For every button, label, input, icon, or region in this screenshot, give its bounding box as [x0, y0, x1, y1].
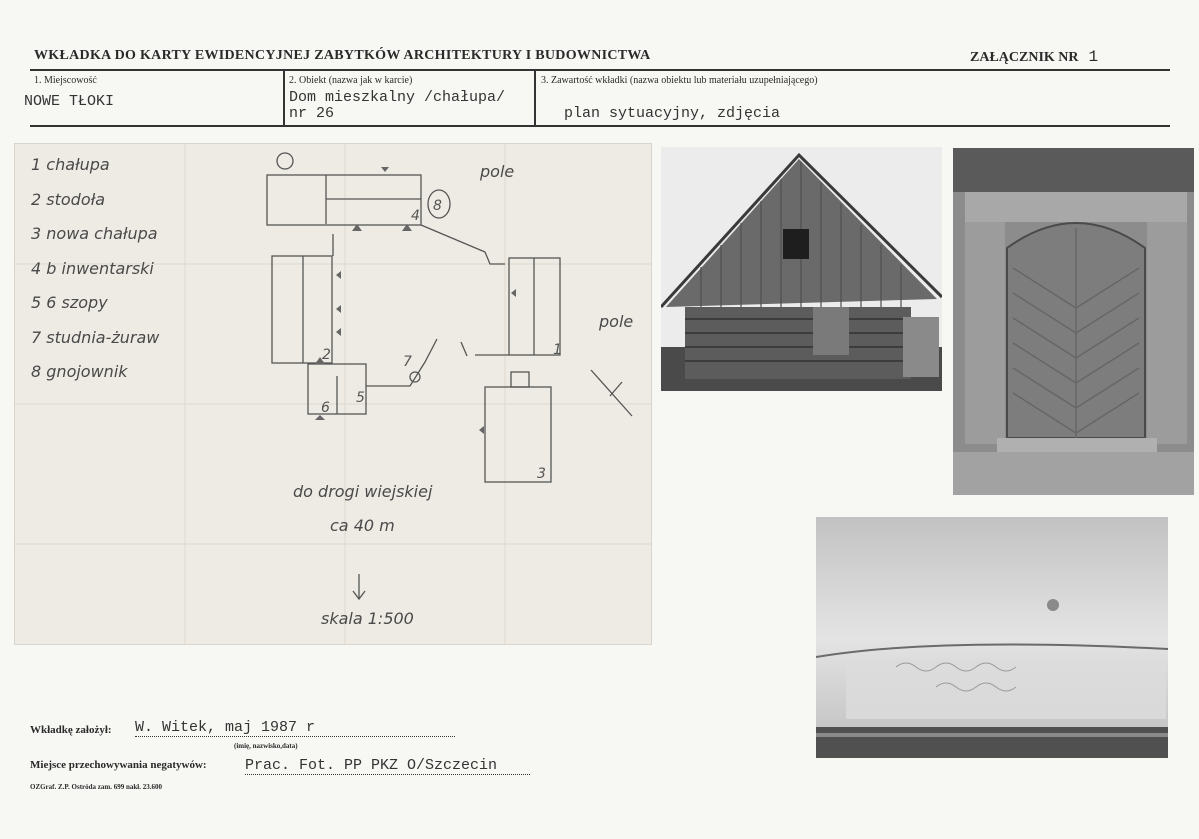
distance-label: ca 40 m	[330, 516, 395, 535]
label-building-8: 8	[433, 198, 442, 214]
legend-item: 1 chałupa	[31, 155, 110, 174]
photo-inscription-image	[816, 517, 1168, 758]
printer-imprint: OZGraf. Z.P. Ostróda zam. 699 nakł. 23.600	[30, 783, 162, 791]
header-rule	[30, 69, 1170, 71]
created-hint: (imię, nazwisko,data)	[234, 742, 298, 750]
sketch-legend	[31, 148, 159, 390]
negatives-label: Miejsce przechowywania negatywów:	[30, 759, 207, 771]
photo-door-image	[953, 148, 1194, 495]
locality-value: NOWE TŁOKI	[24, 93, 115, 110]
fields-rule	[30, 125, 1170, 127]
legend-item: 8 gnojownik	[31, 362, 128, 381]
object-value-line1: Dom mieszkalny /chałupa/	[289, 89, 506, 106]
photo-gable-image	[661, 147, 942, 391]
object-label: 2. Obiekt (nazwa jak w karcie)	[289, 75, 413, 86]
attachment-value: 1	[1088, 48, 1099, 66]
photo-gable	[661, 147, 942, 391]
created-value: W. Witek, maj 1987 r	[135, 720, 455, 737]
legend-item: 3 nowa chałupa	[31, 224, 158, 243]
scale-label: skala 1:500	[321, 609, 414, 628]
label-building-1: 1	[553, 342, 562, 358]
contents-label: 3. Zawartość wkładki (nazwa obiektu lub materiału uzupełniającego)	[541, 75, 818, 86]
legend-item: 2 stodoła	[31, 189, 106, 209]
site-plan-sketch	[14, 143, 652, 645]
legend-item: 4 b inwentarski	[31, 258, 154, 278]
field-label-top: pole	[480, 162, 515, 181]
label-building-7: 7	[403, 354, 412, 370]
label-building-4: 4	[411, 208, 420, 224]
label-building-2: 2	[322, 347, 331, 363]
photo-inscription	[816, 517, 1168, 758]
road-label: do drogi wiejskiej	[293, 482, 433, 501]
attachment-number	[970, 48, 1098, 66]
field-divider-1	[283, 70, 285, 125]
object-value-line2: nr 26	[289, 105, 335, 122]
form-title: WKŁADKA DO KARTY EWIDENCYJNEJ ZABYTKÓW ARCHITEKTURY I BUDOWNICTWA	[34, 48, 651, 63]
created-label: Wkładkę założył:	[30, 724, 112, 736]
locality-label: 1. Miejscowość	[34, 75, 97, 86]
field-label-right: pole	[599, 312, 634, 331]
label-building-6: 6	[321, 400, 330, 416]
contents-value: plan sytuacyjny, zdjęcia	[564, 105, 781, 122]
building-4	[267, 175, 421, 225]
attachment-label: ZAŁĄCZNIK NR	[970, 50, 1079, 65]
legend-item: 7 studnia-żuraw	[31, 327, 160, 347]
negatives-value: Prac. Fot. PP PKZ O/Szczecin	[245, 758, 530, 775]
label-building-3: 3	[537, 466, 546, 482]
label-building-5: 5	[356, 390, 365, 406]
field-divider-2	[534, 70, 536, 125]
photo-door	[953, 148, 1194, 495]
legend-item: 5 6 szopy	[31, 293, 108, 312]
